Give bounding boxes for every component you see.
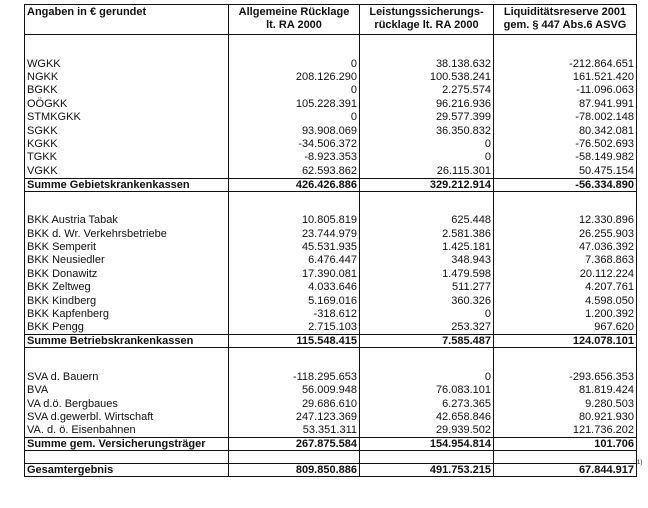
allgemeine-ruecklage-value: 0: [229, 111, 360, 124]
table-row: [25, 84, 637, 97]
leistungssicherungsruecklage-value: 26.115.301: [360, 164, 494, 178]
header-line: lt. RA 2000: [266, 19, 322, 31]
row-label: VGKK: [25, 164, 229, 178]
liquiditaetsreserve-value: -212.864.651: [494, 57, 637, 70]
empty-cell: [25, 450, 229, 463]
leistungssicherungsruecklage-value: 7.585.487: [360, 335, 494, 348]
table-row: [25, 321, 637, 335]
row-label: KGKK: [25, 137, 229, 150]
leistungssicherungsruecklage-value: 511.277: [360, 280, 494, 293]
allgemeine-ruecklage-value: 93.908.069: [229, 124, 360, 137]
liquiditaetsreserve-value: 124.078.101: [494, 335, 637, 348]
liquiditaetsreserve-value: 67.844.917: [494, 463, 637, 476]
table-row: [25, 294, 637, 307]
liquiditaetsreserve-value: 47.036.392: [494, 240, 637, 253]
row-label: SGKK: [25, 124, 229, 137]
allgemeine-ruecklage-value: 208.126.290: [229, 70, 360, 83]
leistungssicherungsruecklage-value: 253.327: [360, 321, 494, 335]
spacer-row: [25, 35, 637, 58]
header-line: Allgemeine Rücklage: [238, 6, 350, 18]
allgemeine-ruecklage-value: 10.805.819: [229, 214, 360, 227]
empty-cell: [360, 35, 494, 58]
table-row: [25, 240, 637, 253]
row-label: BKK Neusiedler: [25, 254, 229, 267]
header-line: rücklage lt. RA 2000: [374, 19, 479, 31]
liquiditaetsreserve-value: -78.002.148: [494, 111, 637, 124]
allgemeine-ruecklage-value: 17.390.081: [229, 267, 360, 280]
empty-cell: [229, 35, 360, 58]
allgemeine-ruecklage-value: 23.744.979: [229, 227, 360, 240]
empty-cell: [494, 35, 637, 58]
allgemeine-ruecklage-value: 56.009.948: [229, 383, 360, 396]
allgemeine-ruecklage-value: 267.875.584: [229, 437, 360, 450]
header-allgemeine-ruecklage: [229, 5, 360, 35]
liquiditaetsreserve-value: 4.598.050: [494, 294, 637, 307]
allgemeine-ruecklage-value: 0: [229, 84, 360, 97]
liquiditaetsreserve-value: 80.921.930: [494, 410, 637, 423]
footnote-marker: 1): [637, 460, 643, 466]
blank-row: [25, 450, 637, 463]
leistungssicherungsruecklage-value: 1.479.598: [360, 267, 494, 280]
leistungssicherungsruecklage-value: 154.954.814: [360, 437, 494, 450]
header-liquiditaetsreserve: [494, 5, 637, 35]
spacer-row: [25, 348, 637, 371]
allgemeine-ruecklage-value: 0: [229, 57, 360, 70]
leistungssicherungsruecklage-value: 625.448: [360, 214, 494, 227]
row-label: SVA d.gewerbl. Wirtschaft: [25, 410, 229, 423]
row-label: OÖGKK: [25, 97, 229, 110]
leistungssicherungsruecklage-value: 29.577.399: [360, 111, 494, 124]
subtotal-row: [25, 178, 637, 191]
subtotal-row: [25, 335, 637, 348]
table-row: [25, 307, 637, 320]
leistungssicherungsruecklage-value: 36.350.832: [360, 124, 494, 137]
table-row: [25, 164, 637, 178]
liquiditaetsreserve-value: 101.706: [494, 437, 637, 450]
leistungssicherungsruecklage-value: 2.581.386: [360, 227, 494, 240]
header-row: [25, 5, 637, 35]
liquiditaetsreserve-value: 4.207.761: [494, 280, 637, 293]
row-label: BKK Pengg: [25, 321, 229, 335]
header-label: Angaben in € gerundet: [25, 5, 229, 35]
liquiditaetsreserve-value: 12.330.896: [494, 214, 637, 227]
leistungssicherungsruecklage-value: 76.083.101: [360, 383, 494, 396]
row-label: Gesamtergebnis: [25, 463, 229, 476]
empty-cell: [25, 35, 229, 58]
row-label: BKK Austria Tabak: [25, 214, 229, 227]
subtotal-row: [25, 437, 637, 450]
spacer-row: [25, 191, 637, 214]
empty-cell: [360, 450, 494, 463]
empty-cell: [229, 348, 360, 371]
row-label: BVA: [25, 383, 229, 396]
header-leistungssicherungsruecklage: [360, 5, 494, 35]
allgemeine-ruecklage-value: 115.548.415: [229, 335, 360, 348]
allgemeine-ruecklage-value: -34.506.372: [229, 137, 360, 150]
row-label: Summe Gebietskrankenkassen: [25, 178, 229, 191]
liquiditaetsreserve-value: -293.656.353: [494, 370, 637, 383]
allgemeine-ruecklage-value: 45.531.935: [229, 240, 360, 253]
row-label: BKK d. Wr. Verkehrsbetriebe: [25, 227, 229, 240]
liquiditaetsreserve-value: 50.475.154: [494, 164, 637, 178]
row-label: BGKK: [25, 84, 229, 97]
table-row: [25, 97, 637, 110]
leistungssicherungsruecklage-value: 38.138.632: [360, 57, 494, 70]
row-label: TGKK: [25, 151, 229, 164]
table-row: [25, 397, 637, 410]
leistungssicherungsruecklage-value: 42.658.846: [360, 410, 494, 423]
allgemeine-ruecklage-value: 426.426.886: [229, 178, 360, 191]
empty-cell: [360, 191, 494, 214]
grand-total-row: [25, 463, 637, 476]
leistungssicherungsruecklage-value: 329.212.914: [360, 178, 494, 191]
liquiditaetsreserve-value: 80.342.081: [494, 124, 637, 137]
liquiditaetsreserve-value: 967.620: [494, 321, 637, 335]
table-row: [25, 383, 637, 396]
empty-cell: [229, 191, 360, 214]
allgemeine-ruecklage-value: -8.923.353: [229, 151, 360, 164]
row-label: VA d.ö. Bergbaues: [25, 397, 229, 410]
leistungssicherungsruecklage-value: 6.273.365: [360, 397, 494, 410]
allgemeine-ruecklage-value: 62.593.862: [229, 164, 360, 178]
table-row: [25, 124, 637, 137]
leistungssicherungsruecklage-value: 0: [360, 137, 494, 150]
empty-cell: [25, 191, 229, 214]
allgemeine-ruecklage-value: -118.295.653: [229, 370, 360, 383]
allgemeine-ruecklage-value: 809.850.886: [229, 463, 360, 476]
liquiditaetsreserve-value: -58.149.982: [494, 151, 637, 164]
table-row: [25, 267, 637, 280]
row-label: SVA d. Bauern: [25, 370, 229, 383]
liquiditaetsreserve-value: -76.502.693: [494, 137, 637, 150]
table-row: [25, 111, 637, 124]
leistungssicherungsruecklage-value: 29.939.502: [360, 424, 494, 438]
empty-cell: [229, 450, 360, 463]
table-row: [25, 280, 637, 293]
liquiditaetsreserve-value: 7.368.863: [494, 254, 637, 267]
leistungssicherungsruecklage-value: 491.753.215: [360, 463, 494, 476]
row-label: BKK Donawitz: [25, 267, 229, 280]
liquiditaetsreserve-value: 121.736.202: [494, 424, 637, 438]
empty-cell: [25, 348, 229, 371]
empty-cell: [494, 450, 637, 463]
allgemeine-ruecklage-value: 53.351.311: [229, 424, 360, 438]
table-row: [25, 424, 637, 438]
liquiditaetsreserve-value: 81.819.424: [494, 383, 637, 396]
liquiditaetsreserve-value: 1.200.392: [494, 307, 637, 320]
row-label: STMKGKK: [25, 111, 229, 124]
row-label: Summe Betriebskrankenkassen: [25, 335, 229, 348]
leistungssicherungsruecklage-value: 0: [360, 307, 494, 320]
row-label: BKK Kindberg: [25, 294, 229, 307]
leistungssicherungsruecklage-value: 348.943: [360, 254, 494, 267]
leistungssicherungsruecklage-value: 360.326: [360, 294, 494, 307]
allgemeine-ruecklage-value: -318.612: [229, 307, 360, 320]
row-label: VA. d. ö. Eisenbahnen: [25, 424, 229, 438]
header-line: Leistungssicherungs-: [369, 6, 484, 18]
allgemeine-ruecklage-value: 4.033.646: [229, 280, 360, 293]
leistungssicherungsruecklage-value: 2.275.574: [360, 84, 494, 97]
allgemeine-ruecklage-value: 105.228.391: [229, 97, 360, 110]
table-row: [25, 410, 637, 423]
table-row: [25, 137, 637, 150]
header-line: gem. § 447 Abs.6 ASVG: [503, 19, 627, 31]
liquiditaetsreserve-value: -56.334.890: [494, 178, 637, 191]
empty-cell: [494, 191, 637, 214]
row-label: BKK Semperit: [25, 240, 229, 253]
empty-cell: [360, 348, 494, 371]
row-label: NGKK: [25, 70, 229, 83]
liquiditaetsreserve-value: 9.280.503: [494, 397, 637, 410]
allgemeine-ruecklage-value: 6.476.447: [229, 254, 360, 267]
table-row: [25, 370, 637, 383]
liquiditaetsreserve-value: -11.096.063: [494, 84, 637, 97]
empty-cell: [494, 348, 637, 371]
liquiditaetsreserve-value: 87.941.991: [494, 97, 637, 110]
leistungssicherungsruecklage-value: 0: [360, 151, 494, 164]
row-label: Summe gem. Versicherungsträger: [25, 437, 229, 450]
table-row: [25, 214, 637, 227]
row-label: BKK Zeltweg: [25, 280, 229, 293]
row-label: BKK Kapfenberg: [25, 307, 229, 320]
table-row: [25, 227, 637, 240]
leistungssicherungsruecklage-value: 1.425.181: [360, 240, 494, 253]
row-label: WGKK: [25, 57, 229, 70]
allgemeine-ruecklage-value: 2.715.103: [229, 321, 360, 335]
table-row: [25, 254, 637, 267]
liquiditaetsreserve-value: 161.521.420: [494, 70, 637, 83]
table-row: [25, 57, 637, 70]
leistungssicherungsruecklage-value: 100.538.241: [360, 70, 494, 83]
table-row: [25, 151, 637, 164]
header-line: Liquiditätsreserve 2001: [503, 6, 627, 18]
table-row: [25, 70, 637, 83]
liquiditaetsreserve-value: 26.255.903: [494, 227, 637, 240]
allgemeine-ruecklage-value: 247.123.369: [229, 410, 360, 423]
leistungssicherungsruecklage-value: 0: [360, 370, 494, 383]
allgemeine-ruecklage-value: 5.169.016: [229, 294, 360, 307]
leistungssicherungsruecklage-value: 96.216.936: [360, 97, 494, 110]
allgemeine-ruecklage-value: 29.686.610: [229, 397, 360, 410]
liquiditaetsreserve-value: 20.112.224: [494, 267, 637, 280]
reserves-table: [24, 4, 637, 477]
